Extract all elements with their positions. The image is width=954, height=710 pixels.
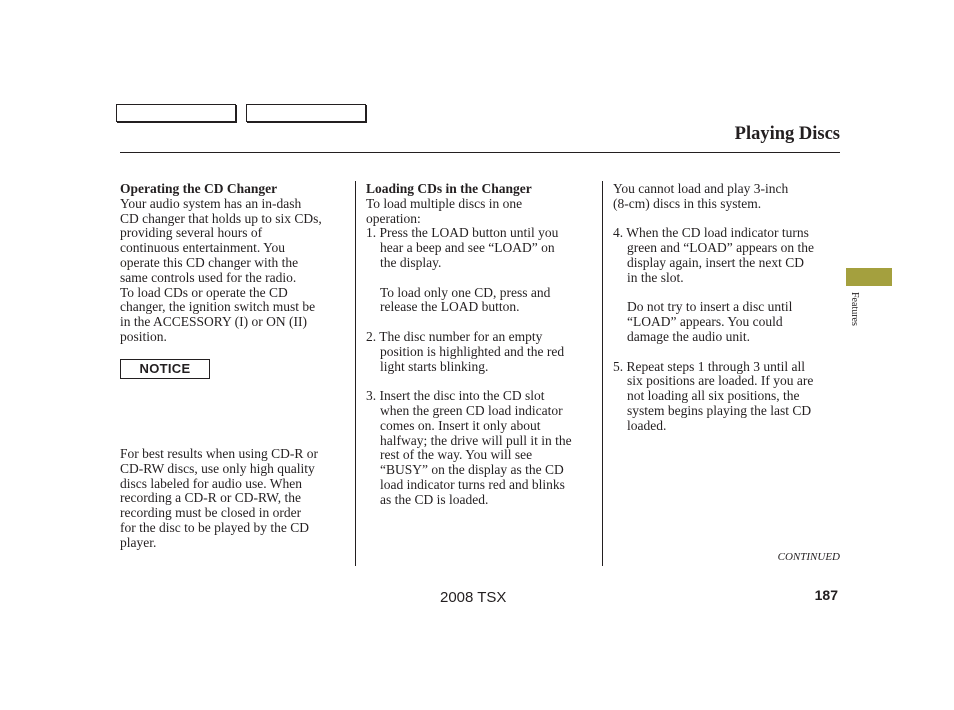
col1-bottom-line: for the disc to be played by the CD	[120, 519, 309, 535]
col3-intro-line: You cannot load and play 3-inch	[613, 181, 789, 196]
column-divider-2	[602, 181, 603, 566]
col1-line: same controls used for the radio.	[120, 269, 297, 285]
col1-line: continuous entertainment. You	[120, 240, 285, 256]
footer-model: 2008 TSX	[440, 589, 507, 606]
step-5-line: six positions are loaded. If you are	[627, 373, 814, 389]
page-number: 187	[814, 587, 838, 603]
notice-label: NOTICE	[120, 359, 210, 379]
col1-line: Your audio system has an in-dash	[120, 195, 302, 211]
column-2	[366, 182, 596, 508]
col1-line: providing several hours of	[120, 225, 263, 241]
col2-heading: Loading CDs in the Changer	[366, 181, 532, 196]
col2-intro-line: To load multiple discs in one	[366, 195, 523, 211]
step-5-line: not loading all six positions, the	[627, 388, 800, 404]
step-3-line: when the green CD load indicator	[380, 402, 563, 418]
col1-heading: Operating the CD Changer	[120, 181, 278, 196]
step-3-line: comes on. Insert it only about	[380, 417, 541, 433]
section-tab-label: Features	[849, 292, 860, 326]
column-1-bottom	[120, 447, 348, 551]
step-3-text: 3. Insert the disc into the CD slot	[366, 388, 545, 404]
step-3-line: load indicator turns red and blinks	[380, 476, 565, 492]
nav-box-right	[246, 104, 366, 122]
step-4-text: 4. When the CD load indicator turns	[613, 225, 809, 241]
title-rule	[120, 152, 840, 153]
column-divider-1	[355, 181, 356, 566]
page-title: Playing Discs	[734, 124, 840, 144]
step-1-line: the display.	[380, 254, 442, 270]
col1-bottom-line: recording a CD-R or CD-RW, the	[120, 490, 301, 506]
step-4-note-line: “LOAD” appears. You could	[627, 314, 783, 330]
step-1-line: hear a beep and see “LOAD” on	[380, 240, 555, 256]
step-1-text: 1. Press the LOAD button until you	[366, 225, 559, 241]
step-3-line: halfway; the drive will pull it in the	[380, 432, 572, 448]
col1-bottom-line: For best results when using CD-R or	[120, 446, 318, 461]
nav-box-left	[116, 104, 236, 122]
column-1	[120, 182, 348, 345]
step-4-line: display again, insert the next CD	[627, 254, 804, 270]
continued-label: CONTINUED	[777, 551, 840, 563]
col1-bottom-line: CD-RW discs, use only high quality	[120, 460, 315, 476]
step-5-text: 5. Repeat steps 1 through 3 until all	[613, 358, 805, 374]
step-2-text: 2. The disc number for an empty	[366, 328, 543, 344]
step-1-note-line: To load only one CD, press and	[380, 284, 551, 300]
step-5-line: system begins playing the last CD	[627, 402, 812, 418]
step-2-line: position is highlighted and the red	[380, 343, 565, 359]
col1-line: position.	[120, 328, 167, 344]
section-tab-marker	[846, 268, 892, 286]
step-3-line: as the CD is loaded.	[380, 491, 489, 507]
step-4-note-line: damage the audio unit.	[627, 328, 750, 344]
step-5-line: loaded.	[627, 417, 667, 433]
col1-bottom-line: discs labeled for audio use. When	[120, 475, 302, 491]
step-4-line: green and “LOAD” appears on the	[627, 240, 815, 256]
col3-intro-line: (8-cm) discs in this system.	[613, 195, 762, 211]
step-4-note-line: Do not try to insert a disc until	[627, 299, 793, 315]
col1-bottom-line: player.	[120, 534, 157, 550]
col2-intro-line: operation:	[366, 210, 421, 226]
col1-line: changer, the ignition switch must be	[120, 299, 316, 315]
col1-line: operate this CD changer with the	[120, 254, 299, 270]
col1-bottom-line: recording must be closed in order	[120, 505, 302, 521]
col1-line: in the ACCESSORY (I) or ON (II)	[120, 314, 307, 330]
step-4-line: in the slot.	[627, 269, 684, 285]
step-1-note-line: release the LOAD button.	[380, 299, 520, 315]
step-2-line: light starts blinking.	[380, 358, 489, 374]
col1-line: CD changer that holds up to six CDs,	[120, 210, 322, 226]
step-3-line: rest of the way. You will see	[380, 447, 533, 463]
col1-line: To load CDs or operate the CD	[120, 284, 288, 300]
step-3-line: “BUSY” on the display as the CD	[380, 462, 564, 478]
column-3	[613, 182, 841, 434]
